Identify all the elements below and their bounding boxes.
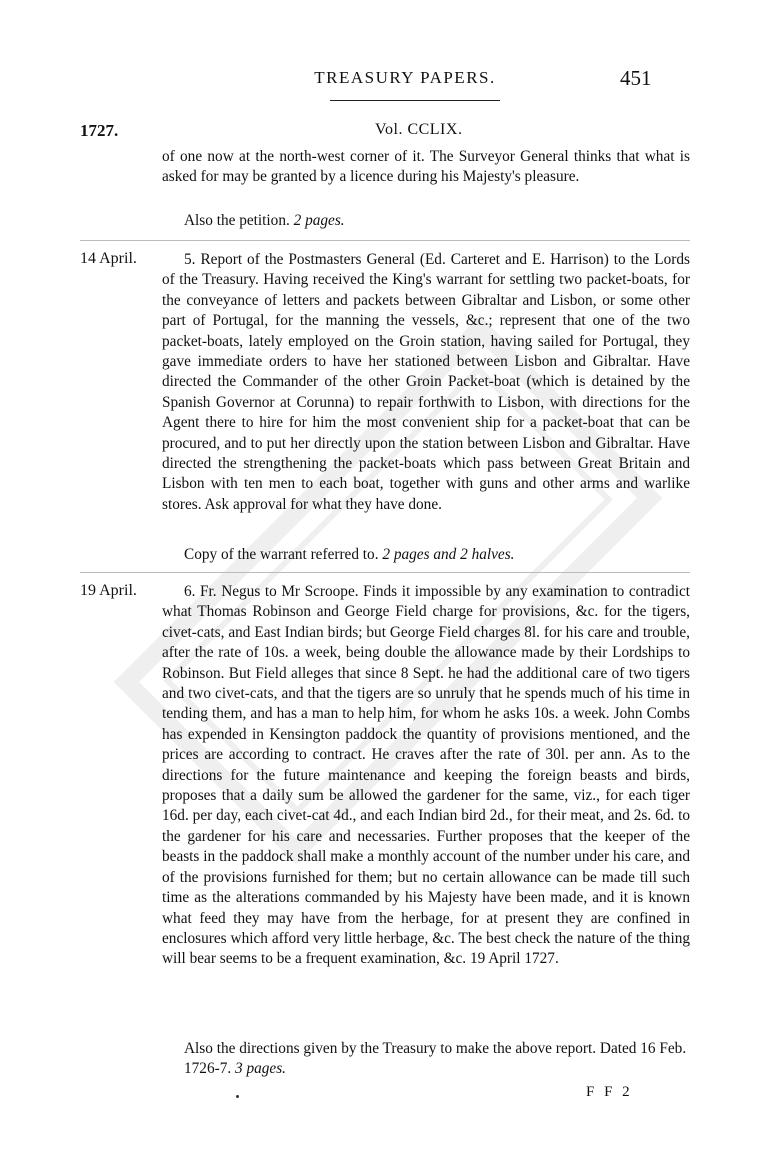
volume-label: Vol. CCLIX. [375, 121, 463, 138]
year-label: 1727. [80, 121, 119, 140]
signature-mark: F F 2 [586, 1084, 633, 1100]
margin-date: 14 April. [80, 250, 137, 267]
entry-text: 6. Fr. Negus to Mr Scroope. Finds it impossible by any examination to contradict what Thomas Robinson and George Field charge for provisions, &c. for the tigers, civet-cats, and East Indian birds; but George Field charges 8l. for his care and trouble, after the rate of 10s. a week, being double the allowance made by their Lordships to Robinson. But Field alleges that since 8 Sept. he had the additional care of two tigers and two civet-cats, and that the tigers are so unruly that he spends much of his time in tending them, and has a man to help him, for whom he asks 10s. a week. John Combs has expended in Kensington paddock the quantity of provisions mentioned, and the prices are according to contract. He craves after the rate of 30l. per ann. As to the directions for the future maintenance and keeping the foreign beasts and birds, proposes that a daily sum be allowed the gardener for the same, viz., for each tiger 16d. per day, each civet-cat 4d., and each Indian bird 2d., for their meat, and 2s. 6d. to the gardener for his care and necessaries. Further proposes that the keeper of the beasts in the paddock shall make a monthly account of the number under his care, and of the provisions furnished for them; but no certain allowance can be made till such time as the alterations commanded by his Majesty have been made, and it is known what feed they may have from the herbage, for at present they are confined in enclosures which afford very little herbage, &c. The best check the nature of the thing will bear seems to be a frequent examination, &c. 19 April 1727. [162, 583, 690, 968]
entry-appendix: Copy of the warrant referred to. 2 pages and 2 halves. [184, 546, 515, 563]
entry-appendix: Also the petition. 2 pages. [184, 212, 345, 229]
page-count: 2 pages and 2 halves. [382, 546, 515, 563]
entry-appendix: Also the directions given by the Treasury to make the above report. Dated 16 Feb. 1726-7. 3 pages. [184, 1040, 687, 1078]
entry-separator [80, 240, 690, 241]
header-rule [330, 100, 500, 101]
running-title: TREASURY PAPERS. [314, 68, 496, 87]
page-number: 451 [620, 66, 652, 90]
page-count: 3 pages. [235, 1060, 286, 1078]
page-count: 2 pages. [293, 212, 345, 229]
entry-text: 5. Report of the Postmasters General (Ed. Carteret and E. Harrison) to the Lords of the Treasury. Having received the King's warrant for settling two packet-boats, for the conveyance of letters and packets between Gibraltar and Lisbon, or some other part of Portugal, for the manning the vessels, &c.; represent that one of the two packet-boats, lately employed on the Groin station, having sailed for Portugal, they gave immediate orders to have her stationed between Lisbon and Gibraltar. Have directed the Commander of the other Groin Packet-boat (which is detained by the Spanish Governor at Corunna) to repair forthwith to Lisbon, with directions for the Agent there to hire for him the most convenient ship for a packet-boat that can be procured, and to put her directly upon the station between Lisbon and Gibraltar. Have directed the strengthening the packet-boats which pass between Great Britain and Lisbon with ten men to each boat, together with guns and other arms and warlike stores. Ask approval for what they have done. [162, 251, 690, 513]
ink-dot [236, 1095, 239, 1098]
entry-separator [80, 572, 690, 573]
margin-date: 19 April. [80, 582, 137, 599]
entry-text: of one now at the north-west corner of it. The Surveyor General thinks that what is asked for may be granted by a licence during his Majesty's pleasure. [162, 148, 690, 186]
